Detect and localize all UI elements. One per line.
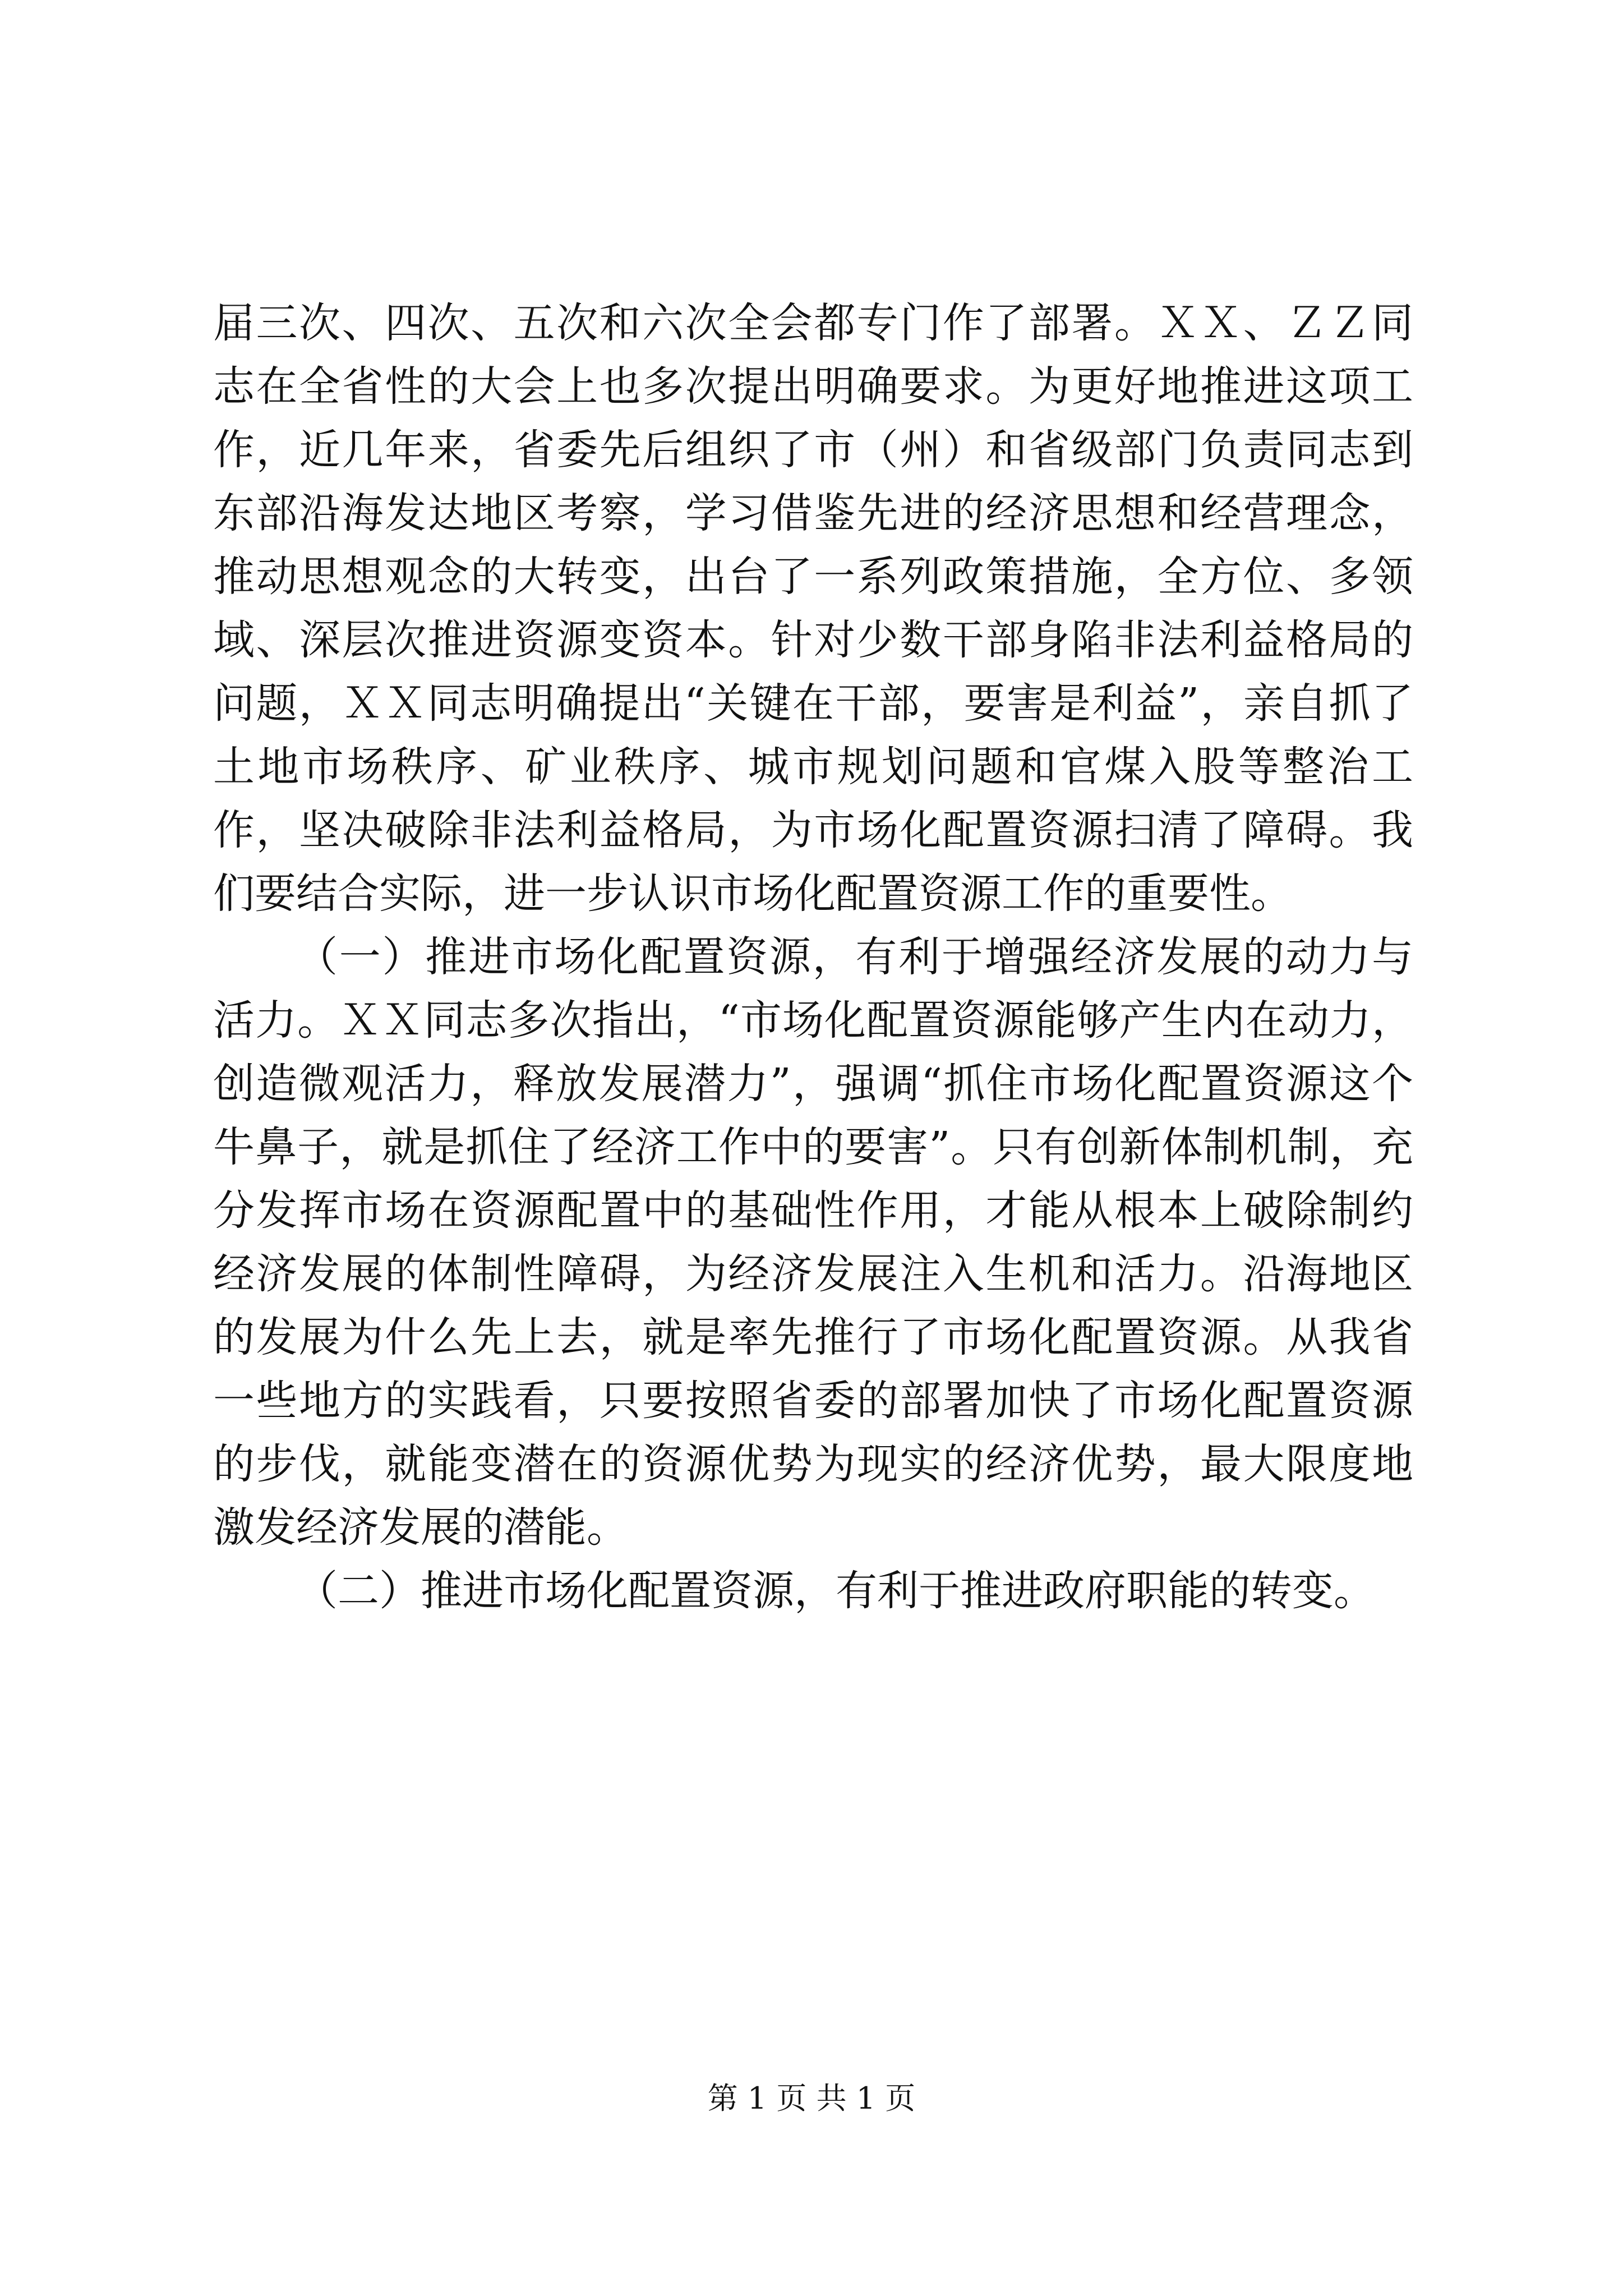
paragraph-continuation: 届三次、四次、五次和六次全会都专门作了部署。ＸＸ、ＺＺ同志在全省性的大会上也多次提出明确要求。为更好地推进这项工作，近几年来，省委先后组织了市（州）和省级部门负责同志到东部沿海发达地区考察，学习借鉴先进的经济思想和经营理念，推动思想观念的大转变，出台了一系列政策措施，全方位、多领域、深层次推进资源变资本。针对少数干部身陷非法利益格局的问题，ＸＸ同志明确提出“关键在干部，要害是利益”，亲自抓了土地市场秩序、矿业秩序、城市规划问题和官煤入股等整治工作，坚决破除非法利益格局，为市场化配置资源扫清了障碍。我们要结合实际，进一步认识市场化配置资源工作的重要性。 [213,299,1413,918]
document-body [213,292,1413,1623]
paragraph-section-2: （二）推进市场化配置资源，有利于推进政府职能的转变。 [296,1567,1375,1615]
page-number-footer: 第 1 页 共 1 页 [707,2081,916,2116]
paragraph-section-1: （一）推进市场化配置资源，有利于增强经济发展的动力与活力。ＸＸ同志多次指出，“市场化配置资源能够产生内在动力，创造微观活力，释放发展潜力”，强调“抓住市场化配置资源这个牛鼻子，就是抓住了经济工作中的要害”。只有创新体制机制，充分发挥市场在资源配置中的基础性作用，才能从根本上破除制约经济发展的体制性障碍，为经济发展注入生机和活力。沿海地区的发展为什么先上去，就是率先推行了市场化配置资源。从我省一些地方的实践看，只要按照省委的部署加快了市场化配置资源的步伐，就能变潜在的资源优势为现实的经济优势，最大限度地激发经济发展的潜能。 [213,933,1413,1552]
